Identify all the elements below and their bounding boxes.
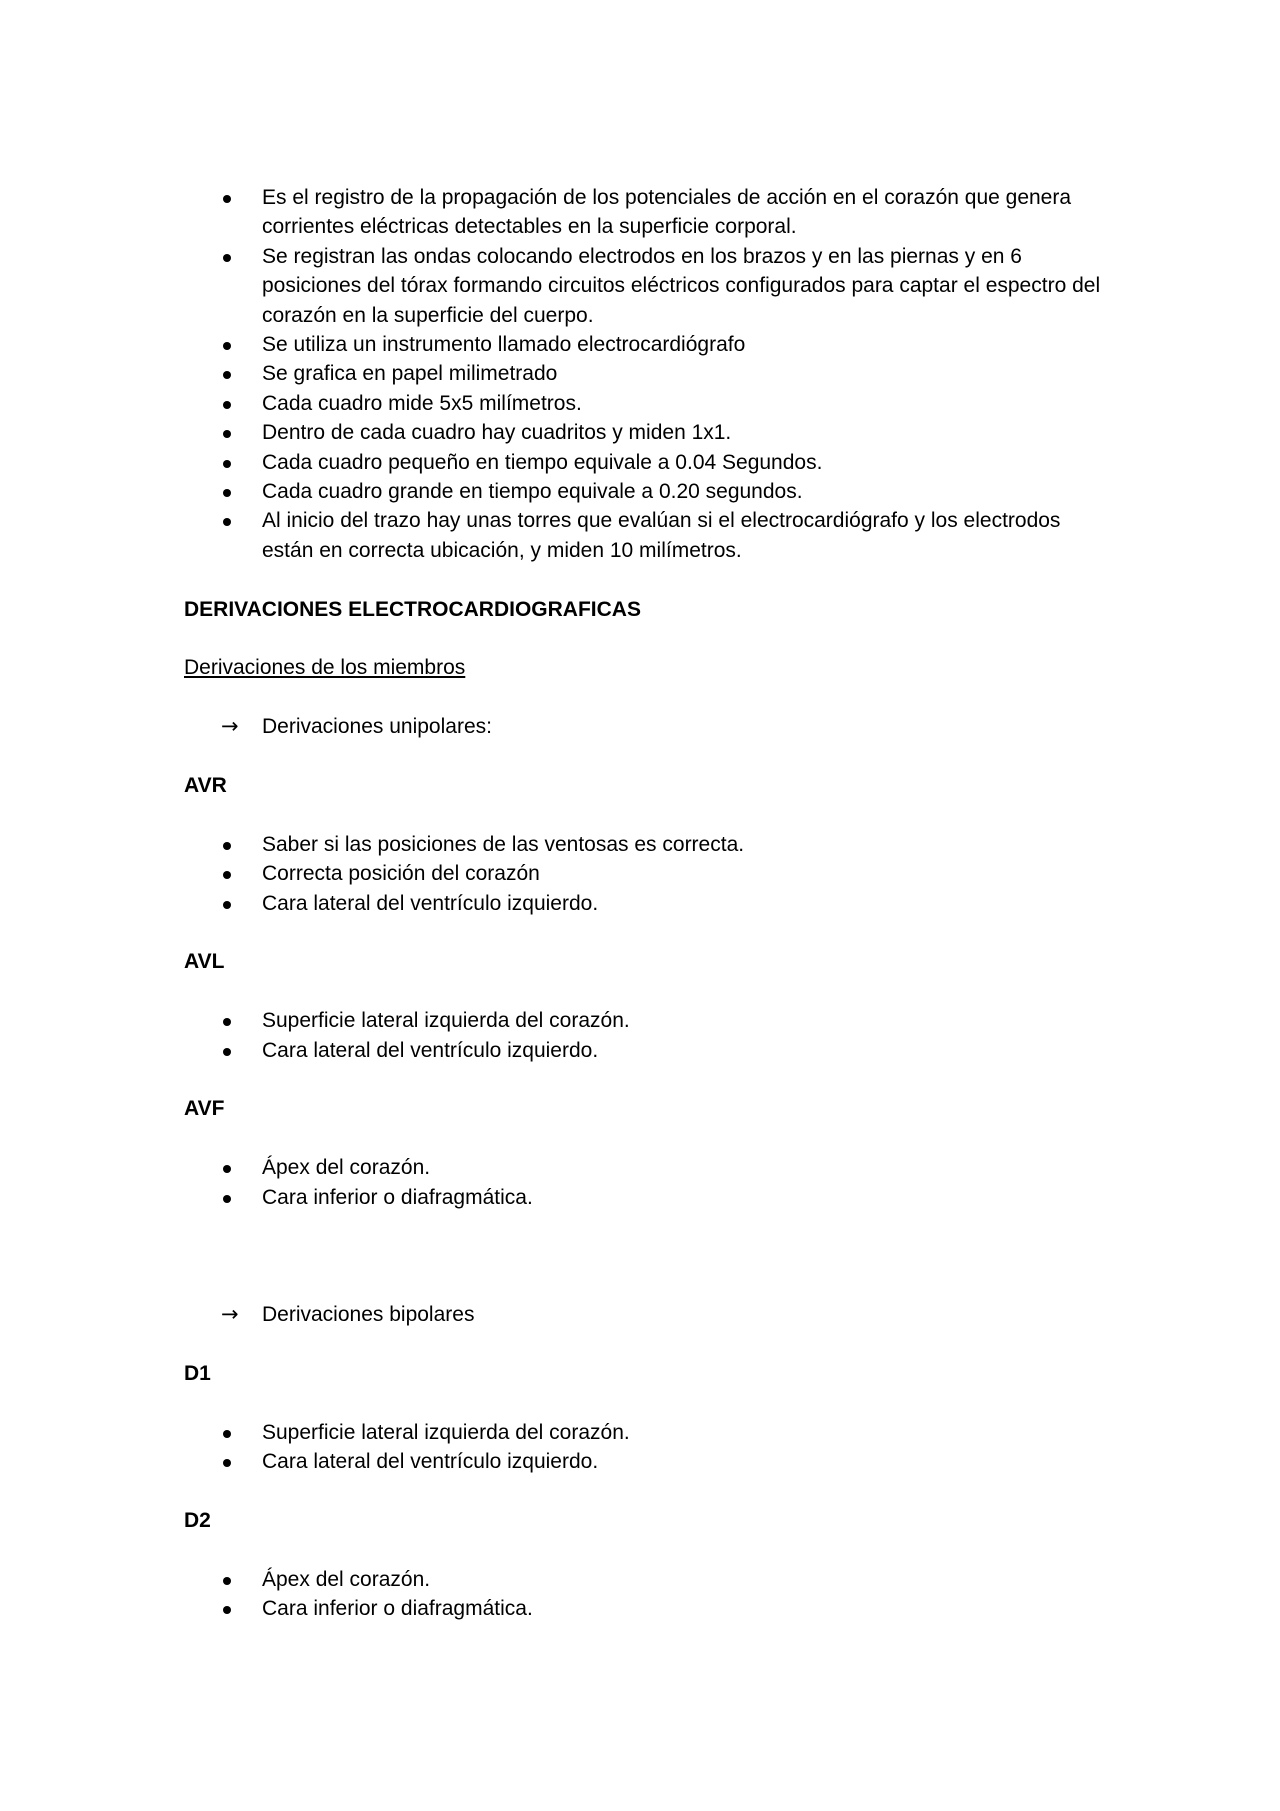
lead-list-d2	[184, 1565, 1104, 1624]
bullet-icon	[223, 371, 231, 379]
lead-list-avr	[184, 830, 1104, 918]
list-item: Ápex del corazón.	[184, 1153, 1104, 1182]
lead-list-avl	[184, 1006, 1104, 1065]
list-item: Se registran las ondas colocando electrodos en los brazos y en las piernas y en 6 posiciones del tórax formando circuitos eléctricos configurados para captar el espectro del corazón en la superficie del cuerpo.	[184, 242, 1104, 330]
bullet-icon	[223, 901, 231, 909]
bullet-icon	[223, 871, 231, 879]
list-item: Es el registro de la propagación de los potenciales de acción en el corazón que genera corrientes eléctricas detectables en la superficie corporal.	[184, 183, 1104, 242]
lead-title-d2: D2	[184, 1509, 211, 1533]
list-item: Al inicio del trazo hay unas torres que evalúan si el electrocardiógrafo y los electrodos están en correcta ubicación, y miden 10 milímetros.	[184, 506, 1104, 565]
bullet-icon	[223, 195, 231, 203]
bullet-icon	[223, 1018, 231, 1026]
subsection-title: Derivaciones de los miembros	[184, 656, 466, 680]
list-item: Cara inferior o diafragmática.	[184, 1594, 1104, 1623]
bullet-icon	[223, 460, 231, 468]
intro-bullet-list	[184, 183, 1104, 565]
bullet-icon	[223, 401, 231, 409]
list-item: Cara lateral del ventrículo izquierdo.	[184, 1447, 1104, 1476]
list-item: Cara lateral del ventrículo izquierdo.	[184, 889, 1104, 918]
list-item: Dentro de cada cuadro hay cuadritos y miden 1x1.	[184, 418, 1104, 447]
list-item: Correcta posición del corazón	[184, 859, 1104, 888]
bipolar-leads-label: → Derivaciones bipolares	[184, 1300, 1104, 1329]
lead-list-d1	[184, 1418, 1104, 1477]
bullet-icon	[223, 430, 231, 438]
document-body	[184, 183, 1104, 1624]
lead-list-avf	[184, 1153, 1104, 1212]
lead-title-d1: D1	[184, 1362, 211, 1386]
list-item: Superficie lateral izquierda del corazón.	[184, 1006, 1104, 1035]
bullet-icon	[223, 1048, 231, 1056]
bullet-icon	[223, 1577, 231, 1585]
unipolar-leads-label: → Derivaciones unipolares:	[184, 712, 1104, 741]
list-item: Se grafica en papel milimetrado	[184, 359, 1104, 388]
bullet-icon	[223, 489, 231, 497]
bullet-icon	[223, 1165, 231, 1173]
list-item: Ápex del corazón.	[184, 1565, 1104, 1594]
bullet-icon	[223, 1195, 231, 1203]
bullet-icon	[223, 1606, 231, 1614]
list-item: Cara lateral del ventrículo izquierdo.	[184, 1036, 1104, 1065]
list-item: Cada cuadro pequeño en tiempo equivale a 0.04 Segundos.	[184, 448, 1104, 477]
list-item: Cara inferior o diafragmática.	[184, 1183, 1104, 1212]
section-title: DERIVACIONES ELECTROCARDIOGRAFICAS	[184, 597, 641, 621]
list-item: Cada cuadro mide 5x5 milímetros.	[184, 389, 1104, 418]
list-item: Se utiliza un instrumento llamado electrocardiógrafo	[184, 330, 1104, 359]
lead-title-avl: AVL	[184, 950, 225, 974]
bullet-icon	[223, 1459, 231, 1467]
list-item: Cada cuadro grande en tiempo equivale a 0.20 segundos.	[184, 477, 1104, 506]
lead-title-avf: AVF	[184, 1097, 225, 1121]
list-item: Saber si las posiciones de las ventosas es correcta.	[184, 830, 1104, 859]
arrow-right-icon: →	[221, 1302, 239, 1327]
arrow-right-icon: →	[221, 714, 239, 739]
bullet-icon	[223, 842, 231, 850]
lead-title-avr: AVR	[184, 774, 227, 798]
bullet-icon	[223, 518, 231, 526]
bullet-icon	[223, 1430, 231, 1438]
list-item: Superficie lateral izquierda del corazón.	[184, 1418, 1104, 1447]
bullet-icon	[223, 342, 231, 350]
bullet-icon	[223, 254, 231, 262]
